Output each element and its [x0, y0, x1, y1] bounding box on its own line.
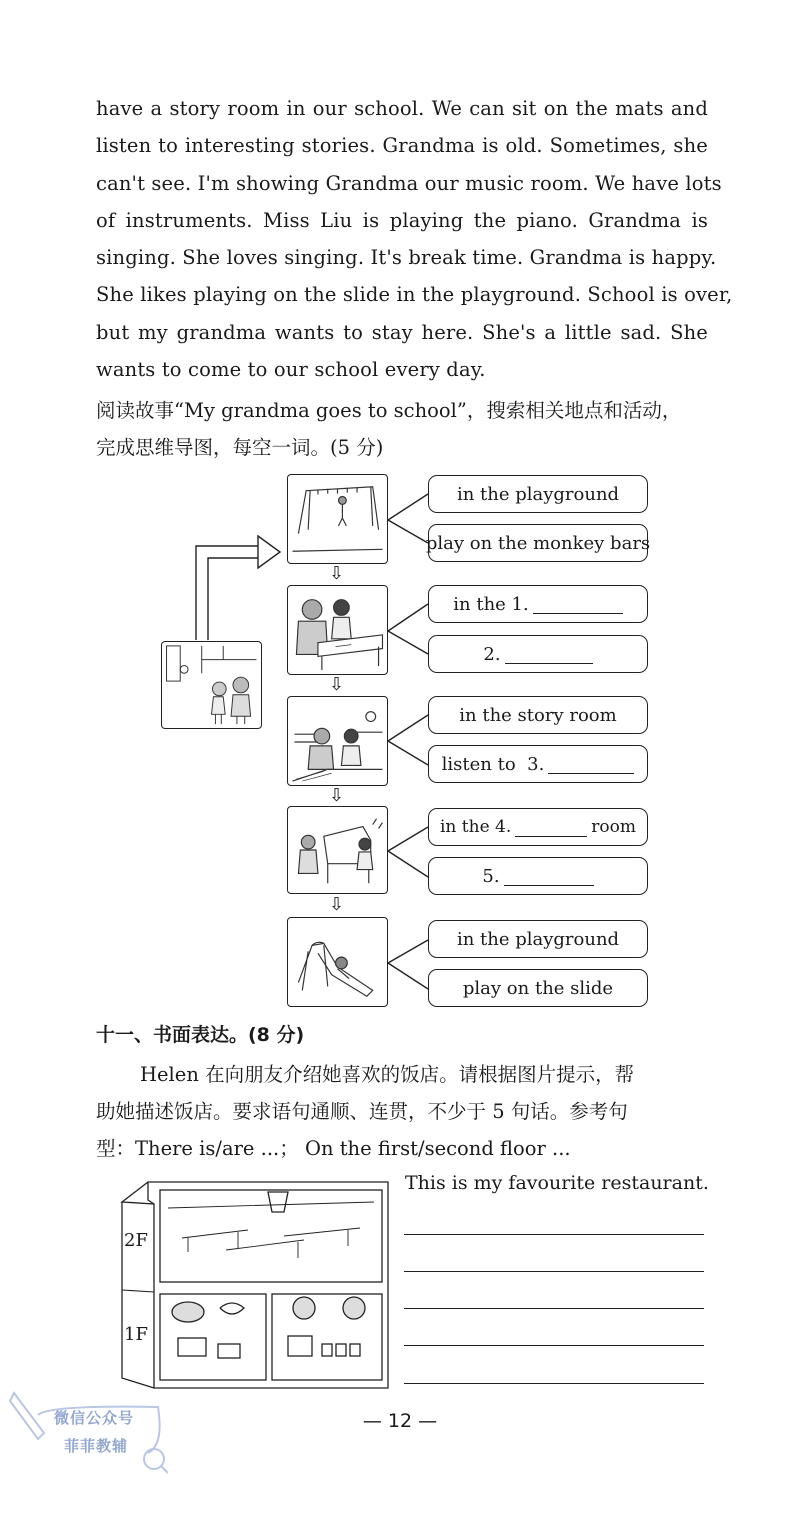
passage-line: singing. She loves singing. It's break time. Grandma is happy.	[96, 246, 717, 270]
grandma-girl-picture	[161, 641, 262, 729]
activity-blank-5[interactable]	[428, 857, 648, 895]
answer-blank-3[interactable]	[548, 755, 634, 774]
page-number: — 12 —	[362, 1410, 438, 1432]
writing-line[interactable]	[404, 1234, 704, 1235]
down-arrow-icon: ⇩	[329, 894, 345, 915]
blank-prefix: in the 4.	[440, 817, 512, 837]
passage-line: have a story room in our school. We can sit on the mats and	[96, 97, 708, 120]
place-label: in the playground	[428, 920, 648, 958]
stamp-line: 微信公众号	[54, 1409, 135, 1427]
answer-blank-5[interactable]	[504, 867, 594, 886]
mindmap-instruction	[96, 392, 708, 466]
instruction-line: 助她描述饭店。要求语句通顺、连贯，不少于 5 句话。参考句	[96, 1100, 628, 1123]
blank-prefix: 2.	[483, 643, 501, 665]
instruction-line: 阅读故事“My grandma goes to school”，搜索相关地点和活动，	[96, 399, 682, 422]
monkey-bars-picture	[287, 474, 388, 564]
floor-1-label: 1F	[124, 1324, 148, 1345]
classroom-picture	[287, 585, 388, 675]
passage-line: wants to come to our school every day.	[96, 358, 486, 382]
writing-line[interactable]	[404, 1345, 704, 1346]
passage-line: but my grandma wants to stay here. She's a little sad. She	[96, 320, 708, 344]
stamp-line: 菲菲教辅	[64, 1437, 129, 1455]
answer-blank-4[interactable]	[515, 818, 587, 837]
reading-passage	[96, 90, 733, 388]
passage-line: She likes playing on the slide in the playground. School is over,	[96, 283, 733, 307]
blank-prefix: listen to 3.	[441, 753, 545, 775]
instruction-line: Helen 在向朋友介绍她喜欢的饭店。请根据图片提示，帮	[140, 1063, 635, 1086]
down-arrow-icon: ⇩	[329, 563, 345, 584]
passage-line: can't see. I'm showing Grandma our music room. We have lots	[96, 171, 722, 195]
writing-first-sentence: This is my favourite restaurant.	[405, 1172, 709, 1194]
place-label: in the story room	[428, 696, 648, 734]
down-arrow-icon: ⇩	[329, 785, 345, 806]
place-label: in the playground	[428, 475, 648, 513]
restaurant-picture	[108, 1178, 390, 1390]
blank-prefix: in the 1.	[453, 593, 529, 615]
music-room-picture	[287, 806, 388, 894]
writing-line[interactable]	[404, 1308, 704, 1309]
answer-blank-1[interactable]	[533, 595, 623, 614]
floor-2-label: 2F	[124, 1230, 148, 1251]
passage-line: listen to interesting stories. Grandma is old. Sometimes, she	[96, 134, 708, 158]
instruction-line: 型：There is/are ...； On the first/second floor ...	[96, 1137, 571, 1160]
blank-prefix: 5.	[482, 865, 500, 887]
slide-picture	[287, 917, 388, 1007]
activity-blank-3[interactable]	[428, 745, 648, 783]
blank-suffix: room	[591, 817, 636, 837]
activity-label: play on the monkey bars	[428, 524, 648, 562]
instruction-line: 完成思维导图，每空一词。(5 分)	[96, 436, 384, 459]
section-heading: 十一、书面表达。(8 分)	[96, 1024, 305, 1046]
activity-label: play on the slide	[428, 969, 648, 1007]
place-blank-4[interactable]	[428, 808, 648, 846]
passage-line: of instruments. Miss Liu is playing the piano. Grandma is	[96, 208, 708, 232]
activity-blank-2[interactable]	[428, 635, 648, 673]
writing-line[interactable]	[404, 1271, 704, 1272]
writing-line[interactable]	[404, 1383, 704, 1384]
writing-instruction	[96, 1056, 708, 1167]
watermark-stamp	[8, 1385, 168, 1485]
down-arrow-icon: ⇩	[329, 674, 345, 695]
story-room-picture	[287, 696, 388, 786]
answer-blank-2[interactable]	[505, 645, 593, 664]
place-blank-1[interactable]	[428, 585, 648, 623]
